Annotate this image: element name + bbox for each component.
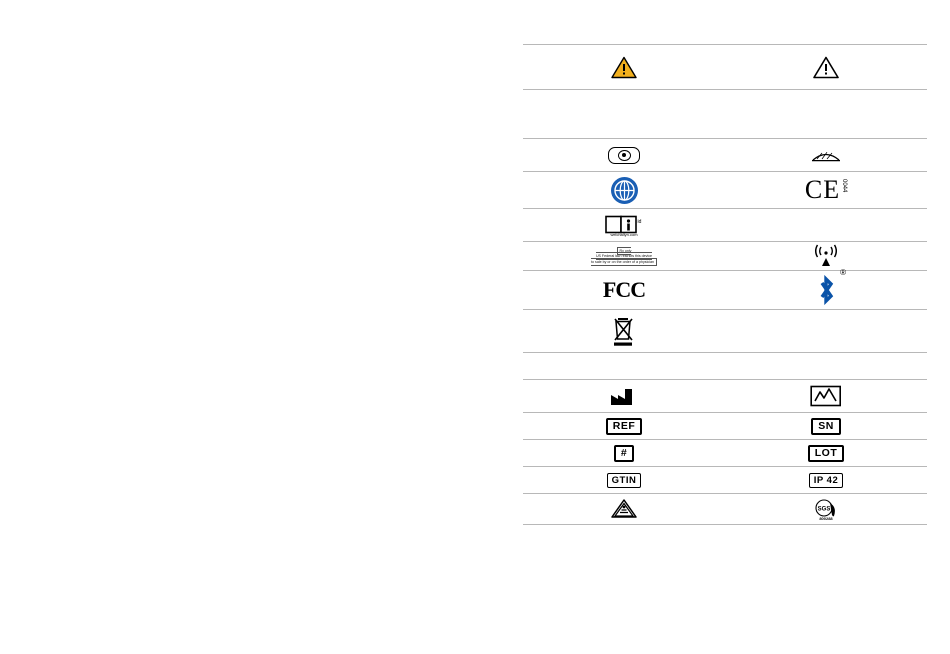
- date-of-manufacture-icon: [810, 385, 842, 407]
- sgs-mark-icon: SGS 800288: [812, 499, 840, 519]
- svg-text:id: id: [637, 219, 642, 225]
- rf-antenna-icon: [809, 244, 843, 268]
- reference-number-icon: REF: [606, 418, 643, 435]
- symbol-cell-fcc: [523, 271, 725, 310]
- product-identifier-icon: #: [614, 445, 634, 462]
- ce-letters: CE: [804, 175, 841, 204]
- symbol-cell-manufacturer: [523, 380, 725, 413]
- consult-instructions-booklet-icon: id welchallyn.com: [605, 215, 643, 235]
- symbols-table: [523, 44, 927, 525]
- prescription-strip-icon: [591, 248, 657, 264]
- symbol-cell-empty: [523, 90, 725, 139]
- table-row: [523, 271, 927, 310]
- lot-code-icon: LOT: [808, 445, 845, 462]
- table-row: [523, 494, 927, 525]
- table-row: [523, 242, 927, 271]
- symbol-cell-rcm: [523, 494, 725, 525]
- table-row: [523, 172, 927, 209]
- symbol-cell-bluetooth: [725, 268, 927, 310]
- serial-number-icon: SN: [811, 418, 841, 435]
- table-row: [523, 413, 927, 440]
- symbol-cell-rf-antenna: [725, 242, 927, 271]
- ce-notified-body-number: 0044: [841, 179, 848, 193]
- eye-read-instructions-icon: [608, 147, 640, 164]
- symbol-cell-lot: [725, 440, 927, 467]
- symbol-cell-product-identifier: [523, 440, 725, 467]
- symbol-cell-empty: [523, 353, 725, 380]
- symbol-cell-globe: [523, 172, 725, 209]
- symbol-cell-eye: [523, 139, 725, 172]
- gtin-icon: GTIN: [607, 473, 642, 488]
- prescription-strip-text: Rx only US Federal law restricts this device to sale by or on the order of a physician: [591, 247, 657, 266]
- symbol-cell-empty: [725, 209, 927, 242]
- symbol-cell-ip-rating: [725, 467, 927, 494]
- symbol-cell-gtin: [523, 467, 725, 494]
- symbols-table-body: [523, 45, 927, 525]
- symbol-cell-sgs: [725, 494, 927, 525]
- symbol-cell-warning-yellow: [523, 45, 725, 90]
- table-row: [523, 310, 927, 353]
- warning-triangle-yellow-icon: [611, 56, 637, 79]
- manufacturer-factory-icon: [609, 386, 639, 406]
- fcc-label: FCC: [602, 277, 646, 302]
- symbol-cell-weee: [523, 310, 725, 353]
- symbol-cell-sn: [725, 413, 927, 440]
- table-row: [523, 209, 927, 242]
- symbol-cell-prescription-strip: [523, 242, 725, 271]
- table-row: [523, 90, 927, 139]
- globe-blue-icon: [611, 177, 638, 204]
- ip-rating-icon: IP 42: [809, 473, 844, 488]
- svg-text:SGS: SGS: [817, 506, 831, 513]
- symbol-cell-dome: [725, 139, 927, 172]
- table-row: [523, 380, 927, 413]
- symbol-cell-date-of-manufacture: [725, 380, 927, 413]
- symbol-cell-ce-mark: [725, 172, 927, 209]
- bluetooth-icon: ®: [815, 275, 837, 305]
- table-row: [523, 139, 927, 172]
- symbol-cell-consult-instructions: [523, 209, 725, 242]
- dome-cover-icon: [811, 148, 841, 162]
- symbol-cell-empty: [725, 310, 927, 353]
- symbol-cell-warning-outline: [725, 45, 927, 90]
- symbol-cell-ref: [523, 413, 725, 440]
- rcm-compliance-icon: [610, 498, 638, 520]
- table-row: [523, 45, 927, 90]
- weee-crossed-bin-icon: [611, 316, 637, 346]
- symbol-cell-empty: [725, 353, 927, 380]
- table-row: [523, 353, 927, 380]
- table-row: [523, 440, 927, 467]
- table-row: [523, 467, 927, 494]
- ce-mark-icon: [804, 175, 848, 204]
- warning-triangle-outline-icon: [813, 56, 839, 79]
- symbol-cell-empty: [725, 90, 927, 139]
